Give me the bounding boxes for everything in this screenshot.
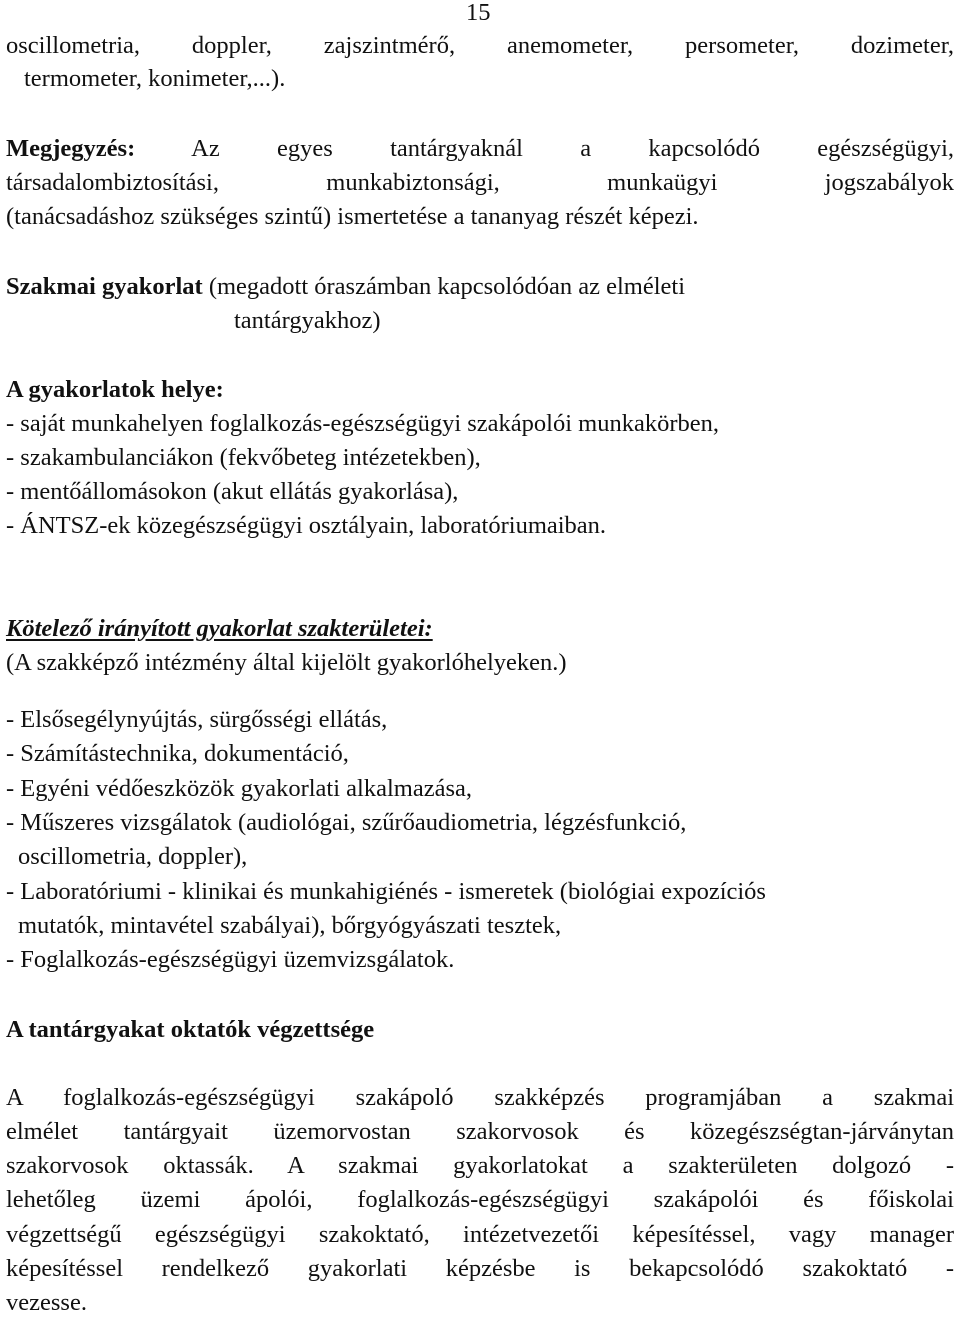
page-number: 15 [466,0,491,26]
mandatory-item-continuation: oscillometria, doppler), [18,843,248,870]
teachers-line: lehetőleg üzemi ápolói, foglalkozás-egészségügyi szakápolói és főiskolai [6,1186,954,1213]
mandatory-item: - Műszeres vizsgálatok (audiológai, szűrőaudiometria, légzésfunkció, [6,809,687,836]
note-line-1 [6,134,954,164]
locations-item: - saját munkahelyen foglalkozás-egészségügyi szakápolói munkakörben, [6,410,719,437]
teachers-line: elmélet tantárgyait üzemorvostan szakorvosok és közegészségtan-járványtan [6,1118,954,1145]
mandatory-item: - Laboratóriumi - klinikai és munkahigiénés - ismeretek (biológiai expozíciós [6,878,766,905]
locations-item: - mentőállomásokon (akut ellátás gyakorlása), [6,478,459,505]
practice-line-1 [6,272,685,302]
mandatory-item-continuation: mutatók, mintavétel szabályai), bőrgyógyászati tesztek, [18,912,562,939]
teachers-heading: A tantárgyakat oktatók végzettsége [6,1016,375,1043]
note-line-3: (tanácsadáshoz szükséges szintű) ismertetése a tananyag részét képezi. [6,203,699,230]
teachers-line: képesítéssel rendelkező gyakorlati képzésbe is bekapcsolódó szakoktató - [6,1255,954,1282]
note-text-1: Az egyes tantárgyaknál a kapcsolódó egészségügyi, [191,135,954,162]
teachers-line: végzettségű egészségügyi szakoktató, intézetvezetői képesítéssel, vagy manager [6,1221,954,1248]
teachers-line: szakorvosok oktassák. A szakmai gyakorlatokat a szakterületen dolgozó - [6,1152,954,1179]
practice-label: Szakmai gyakorlat [6,273,203,300]
intro-line-2: termometer, konimeter,...). [24,65,286,92]
mandatory-item: - Számítástechnika, dokumentáció, [6,740,349,767]
locations-item: - szakambulanciákon (fekvőbeteg intézetekben), [6,444,481,471]
mandatory-item: - Foglalkozás-egészségügyi üzemvizsgálatok. [6,946,455,973]
practice-line-2: tantárgyakhoz) [234,307,381,334]
locations-heading: A gyakorlatok helye: [6,376,224,403]
note-label: Megjegyzés: [6,135,136,162]
mandatory-heading: Kötelező irányított gyakorlat szakterületei: [6,615,433,642]
mandatory-item: - Elsősegélynyújtás, sürgősségi ellátás, [6,706,388,733]
practice-text-1: (megadott óraszámban kapcsolódóan az elméleti [202,273,686,300]
mandatory-item: - Egyéni védőeszközök gyakorlati alkalmazása, [6,775,472,802]
teachers-line: A foglalkozás-egészségügyi szakápoló szakképzés programjában a szakmai [6,1084,954,1111]
teachers-line: vezesse. [6,1289,87,1316]
intro-line-1: oscillometria, doppler, zajszintmérő, anemometer, persometer, dozimeter, [6,32,954,59]
locations-item: - ÁNTSZ-ek közegészségügyi osztályain, laboratóriumaiban. [6,512,607,539]
mandatory-subheading: (A szakképző intézmény által kijelölt gyakorlóhelyeken.) [6,649,567,676]
note-line-2: társadalombiztosítási, munkabiztonsági, munkaügyi jogszabályok [6,169,954,196]
